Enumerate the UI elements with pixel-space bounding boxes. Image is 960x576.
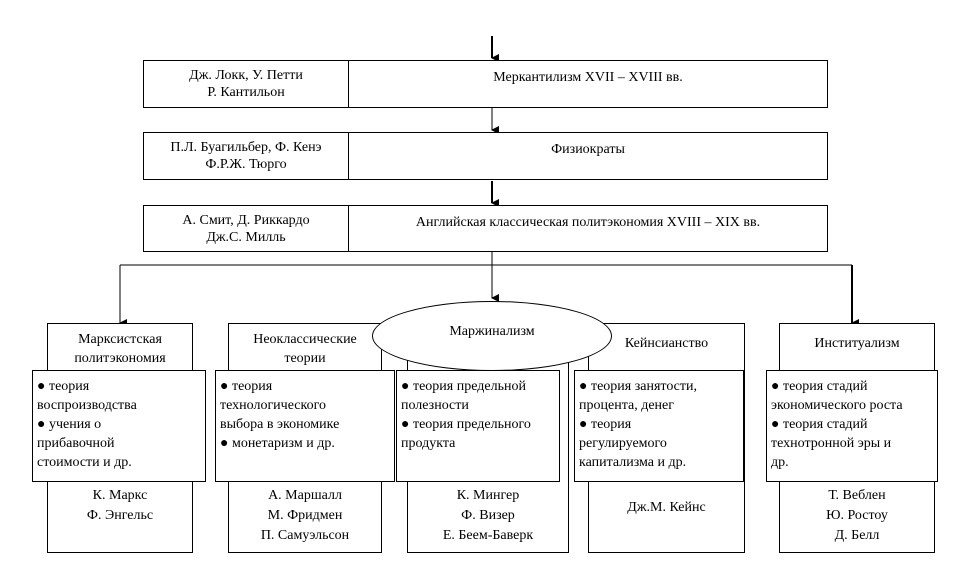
school-label: Меркантилизм XVII – XVIII вв. xyxy=(493,70,683,85)
author-name: П. Самуэльсон xyxy=(260,528,350,543)
marginalism-authors xyxy=(407,482,569,546)
physiocrats-row xyxy=(143,132,828,180)
title-line: Неоклассические xyxy=(253,332,357,347)
physiocrats-school xyxy=(349,133,827,188)
theory-line: капитализма и др. xyxy=(579,455,687,470)
theory-line: экономического роста xyxy=(771,398,903,413)
physiocrats-authors xyxy=(144,133,349,179)
theory-line: ● монетаризм и др. xyxy=(220,436,335,451)
title-line: Кейнсианство xyxy=(624,336,709,351)
theory-line: продукта xyxy=(401,436,456,451)
author-name: А. Маршалл xyxy=(268,488,342,503)
theory-line: технотронной эры и xyxy=(771,436,892,451)
title-line: Маржинализм xyxy=(449,324,535,339)
keynesianism-authors xyxy=(588,494,745,518)
theory-line: полезности xyxy=(401,398,469,413)
author-name: К. Маркс xyxy=(92,488,148,503)
author-name: Ф. Энгельс xyxy=(86,508,154,523)
theory-line: регулируемого xyxy=(579,436,667,451)
theory-line: стоимости и др. xyxy=(37,455,132,470)
classical-school xyxy=(349,206,827,260)
title-line: Институализм xyxy=(814,336,900,351)
title-line: политэкономия xyxy=(74,351,166,366)
theory-line: ● теория xyxy=(579,417,632,432)
institutionalism-authors xyxy=(779,482,935,546)
author-line: Ф.Р.Ж. Тюрго xyxy=(205,157,287,172)
theory-line: ● учения о xyxy=(37,417,102,432)
mercantilism-authors xyxy=(144,61,349,107)
neoclassical-title xyxy=(228,326,382,368)
classical-row xyxy=(143,205,828,252)
neoclassical-theories xyxy=(215,370,395,482)
theory-line: др. xyxy=(771,455,789,470)
institutionalism-title xyxy=(779,330,935,353)
author-line: Дж. Локк, У. Петти xyxy=(189,68,303,83)
title-line: теории xyxy=(284,351,326,366)
author-name: Ф. Визер xyxy=(461,508,515,523)
theory-line: ● теория xyxy=(37,379,90,394)
neoclassical-authors xyxy=(228,482,382,546)
theory-line: технологического xyxy=(220,398,326,413)
author-name: М. Фридмен xyxy=(267,508,343,523)
keynesianism-theories xyxy=(574,370,744,482)
author-line: Дж.С. Милль xyxy=(206,229,286,245)
theory-line: ● теория стадий xyxy=(771,417,868,432)
school-label: Физиократы xyxy=(551,142,625,157)
theory-line: ● теория стадий xyxy=(771,379,868,394)
marxism-authors xyxy=(47,482,193,526)
author-name: Т. Веблен xyxy=(828,488,886,503)
author-name: Д. Белл xyxy=(834,528,880,543)
theory-line: ● теория занятости, xyxy=(579,379,698,394)
theory-line: выбора в экономике xyxy=(220,417,340,432)
marxism-theories xyxy=(32,370,206,482)
author-name: К. Мингер xyxy=(456,488,520,503)
school-label: Английская классическая политэкономия XVIII – XIX вв. xyxy=(415,215,761,230)
theory-line: ● теория предельной xyxy=(401,379,526,394)
marginalism-theories xyxy=(396,370,560,482)
author-name: Дж.М. Кейнс xyxy=(627,500,706,515)
author-line: Р. Кантильон xyxy=(207,85,285,100)
theory-line: прибавочной xyxy=(37,436,115,451)
classical-authors xyxy=(144,206,349,251)
mercantilism-row xyxy=(143,60,828,108)
theory-line: воспроизводства xyxy=(37,398,137,413)
author-line: А. Смит, Д. Риккардо xyxy=(182,212,310,228)
theory-line: процента, денег xyxy=(579,398,674,413)
theory-line: ● теория предельного xyxy=(401,417,531,432)
institutionalism-theories xyxy=(766,370,938,482)
title-line: Марксистская xyxy=(78,332,162,347)
theory-line: ● теория xyxy=(220,379,273,394)
marginalism-title xyxy=(372,301,612,371)
author-line: П.Л. Буагильбер, Ф. Кенэ xyxy=(170,140,322,155)
marxism-title xyxy=(47,326,193,368)
author-name: Е. Беем-Баверк xyxy=(442,528,534,543)
author-name: Ю. Ростоу xyxy=(826,508,888,523)
mercantilism-school xyxy=(349,61,827,116)
